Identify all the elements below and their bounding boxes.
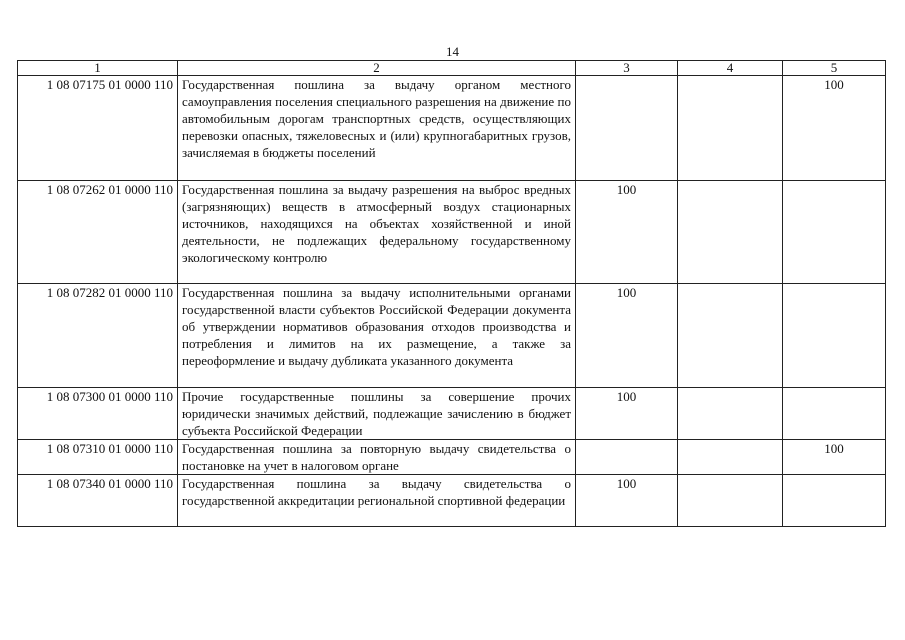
table-row [18, 181, 886, 284]
table-row [18, 440, 886, 475]
table-row [18, 475, 886, 527]
table-row [18, 388, 886, 440]
fee-description: Государственная пошлина за выдачу органом местного самоуправления поселения специального разрешения на движение по автомобильным дорогам транспортных средств, осуществляющих перевозки опасных, тяжеловесных и (или) крупногабаритных грузов, зачисляемая в бюджеты поселений [178, 76, 576, 181]
value-col-5 [783, 388, 886, 440]
kbk-code: 1 08 07340 01 0000 110 [18, 475, 178, 527]
value-col-5 [783, 181, 886, 284]
fee-description: Прочие государственные пошлины за совершение прочих юридически значимых действий, подлежащие зачислению в бюджет субъекта Российской Федерации [178, 388, 576, 440]
value-col-4 [678, 475, 783, 527]
page-number: 14 [446, 44, 459, 59]
value-col-4 [678, 440, 783, 475]
value-col-4 [678, 388, 783, 440]
fee-description: Государственная пошлина за выдачу разрешения на выброс вредных (загрязняющих) веществ в атмосферный воздух стационарных источников, находящихся на объектах хозяйственной и иной деятельности, не подлежащих федеральному государственному экологическому контролю [178, 181, 576, 284]
value-col-5: 100 [783, 76, 886, 181]
kbk-code: 1 08 07262 01 0000 110 [18, 181, 178, 284]
value-col-3: 100 [576, 181, 678, 284]
header-col-3: 3 [576, 61, 678, 76]
value-col-5: 100 [783, 440, 886, 475]
kbk-code: 1 08 07310 01 0000 110 [18, 440, 178, 475]
header-col-1: 1 [18, 61, 178, 76]
value-col-4 [678, 181, 783, 284]
value-col-5 [783, 475, 886, 527]
value-col-3 [576, 440, 678, 475]
fee-description: Государственная пошлина за выдачу исполнительными органами государственной власти субъектов Российской Федерации документа об утверждении нормативов образования отходов производства и потребления и лимитов на их размещение, а также за переоформление и выдачу дубликата указанного документа [178, 284, 576, 388]
fees-table [17, 60, 886, 527]
value-col-4 [678, 284, 783, 388]
header-col-2: 2 [178, 61, 576, 76]
table-row [18, 284, 886, 388]
value-col-3: 100 [576, 475, 678, 527]
table-row [18, 76, 886, 181]
header-col-5: 5 [783, 61, 886, 76]
header-col-4: 4 [678, 61, 783, 76]
value-col-3: 100 [576, 284, 678, 388]
kbk-code: 1 08 07300 01 0000 110 [18, 388, 178, 440]
fee-description: Государственная пошлина за повторную выдачу свидетельства о постановке на учет в налоговом органе [178, 440, 576, 475]
kbk-code: 1 08 07282 01 0000 110 [18, 284, 178, 388]
fee-description: Государственная пошлина за выдачу свидетельства о государственной аккредитации региональной спортивной федерации [178, 475, 576, 527]
value-col-5 [783, 284, 886, 388]
value-col-3: 100 [576, 388, 678, 440]
header-row [18, 61, 886, 76]
value-col-4 [678, 76, 783, 181]
value-col-3 [576, 76, 678, 181]
kbk-code: 1 08 07175 01 0000 110 [18, 76, 178, 181]
